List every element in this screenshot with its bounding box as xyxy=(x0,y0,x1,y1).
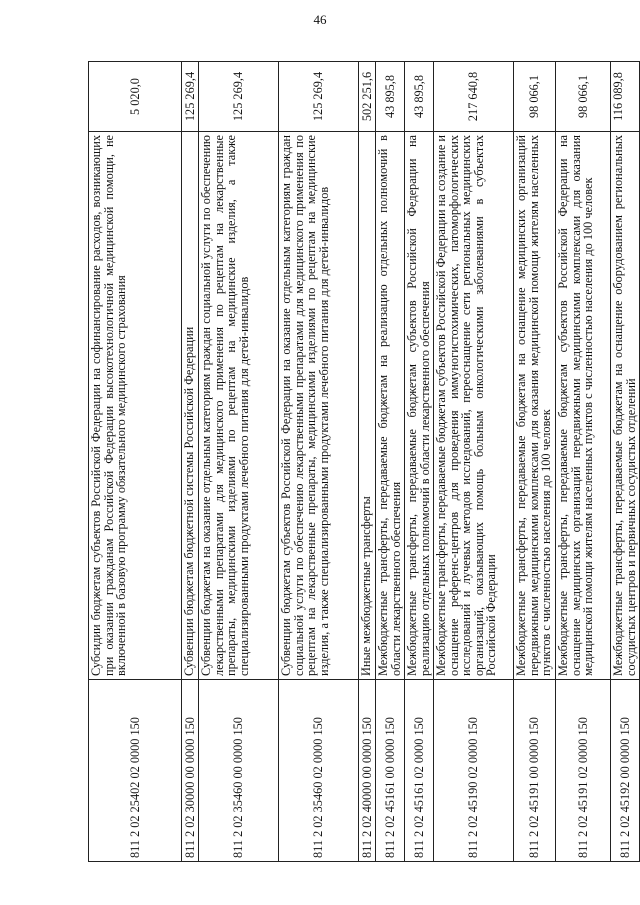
amount-cell: 116 089,8 xyxy=(611,62,640,132)
amount-cell: 98 066,1 xyxy=(556,62,611,132)
amount-cell: 125 269,4 xyxy=(279,62,359,132)
revenue-name-cell: Субвенции бюджетам субъектов Российской Федерации на оказание отдельным категориям граждан социальной услуги по обеспечению лекарственными препаратами для медицинского применения по рецептам на лекарственные препараты, медицинскими изделиями по рецептам на медицинские изделия, а также специализированными продуктами лечебного питания для детей-инвалидов xyxy=(279,132,359,680)
budget-code-cell: 811 2 02 30000 00 0000 150 xyxy=(182,680,199,862)
amount-cell: 98 066,1 xyxy=(514,62,556,132)
rotated-table-container xyxy=(88,62,638,862)
budget-code-cell: 811 2 02 25402 02 0000 150 xyxy=(89,680,182,862)
amount-cell: 43 895,8 xyxy=(376,62,405,132)
budget-code-cell: 811 2 02 45161 00 0000 150 xyxy=(376,680,405,862)
table-row xyxy=(182,62,199,862)
amount-cell: 502 251,6 xyxy=(359,62,376,132)
table-row xyxy=(405,62,434,862)
amount-cell: 217 640,8 xyxy=(434,62,514,132)
revenue-name-cell: Межбюджетные трансферты, передаваемые бюджетам на оснащение медицинских организаций передвижными медицинскими комплексами для оказания медицинской помощи жителям населенных пунктов с численностью населения до 100 человек xyxy=(514,132,556,680)
table-row xyxy=(279,62,359,862)
table-row xyxy=(514,62,556,862)
revenue-name-cell: Межбюджетные трансферты, передаваемые бюджетам на оснащение оборудованием региональных сосудистых центров и первичных сосудистых отделений xyxy=(611,132,640,680)
budget-code-cell: 811 2 02 45191 00 0000 150 xyxy=(514,680,556,862)
table-row xyxy=(89,62,182,862)
budget-revenue-table xyxy=(88,61,640,862)
revenue-name-cell: Межбюджетные трансферты, передаваемые бюджетам субъектов Российской Федерации на реализацию отдельных полномочий в области лекарственного обеспечения xyxy=(405,132,434,680)
amount-cell: 43 895,8 xyxy=(405,62,434,132)
budget-code-cell: 811 2 02 35460 00 0000 150 xyxy=(199,680,279,862)
revenue-name-cell: Субвенции бюджетам бюджетной системы Российской Федерации xyxy=(182,132,199,680)
budget-code-cell: 811 2 02 45191 02 0000 150 xyxy=(556,680,611,862)
table-row xyxy=(434,62,514,862)
amount-cell: 5 020,0 xyxy=(89,62,182,132)
budget-code-cell: 811 2 02 45190 02 0000 150 xyxy=(434,680,514,862)
table-row xyxy=(359,62,376,862)
revenue-name-cell: Межбюджетные трансферты, передаваемые бюджетам субъектов Российской Федерации на создание и оснащение референс-центров для проведения иммуногистохимических, патоморфологических исследований и лучевых методов исследований, переоснащение сети региональных медицинских организаций, оказывающих помощь больным онкологическими заболеваниями в субъектах Российской Федерации xyxy=(434,132,514,680)
budget-code-cell: 811 2 02 35460 02 0000 150 xyxy=(279,680,359,862)
table-row xyxy=(556,62,611,862)
revenue-name-cell: Субвенции бюджетам на оказание отдельным категориям граждан социальной услуги по обеспечению лекарственными препаратами для медицинского применения по рецептам на лекарственные препараты, медицинскими изделиями по рецептам на медицинские изделия, а также специализированными продуктами лечебного питания для детей-инвалидов xyxy=(199,132,279,680)
table-row xyxy=(376,62,405,862)
budget-code-cell: 811 2 02 45192 00 0000 150 xyxy=(611,680,640,862)
budget-code-cell: 811 2 02 40000 00 0000 150 xyxy=(359,680,376,862)
revenue-name-cell: Субсидии бюджетам субъектов Российской Федерации на софинансирование расходов, возникающих при оказании гражданам Российской Федерации высокотехнологичной медицинской помощи, не включенной в базовую программу обязательного медицинского страхования xyxy=(89,132,182,680)
revenue-name-cell: Межбюджетные трансферты, передаваемые бюджетам на реализацию отдельных полномочий в области лекарственного обеспечения xyxy=(376,132,405,680)
revenue-name-cell: Иные межбюджетные трансферты xyxy=(359,132,376,680)
page-number: 46 xyxy=(313,12,327,27)
table-row xyxy=(199,62,279,862)
table-row xyxy=(611,62,640,862)
revenue-name-cell: Межбюджетные трансферты, передаваемые бюджетам субъектов Российской Федерации на оснащение медицинских организаций передвижными медицинскими комплексами для оказания медицинской помощи жителям населенных пунктов с численностью населения до 100 человек xyxy=(556,132,611,680)
budget-code-cell: 811 2 02 45161 02 0000 150 xyxy=(405,680,434,862)
amount-cell: 125 269,4 xyxy=(182,62,199,132)
amount-cell: 125 269,4 xyxy=(199,62,279,132)
